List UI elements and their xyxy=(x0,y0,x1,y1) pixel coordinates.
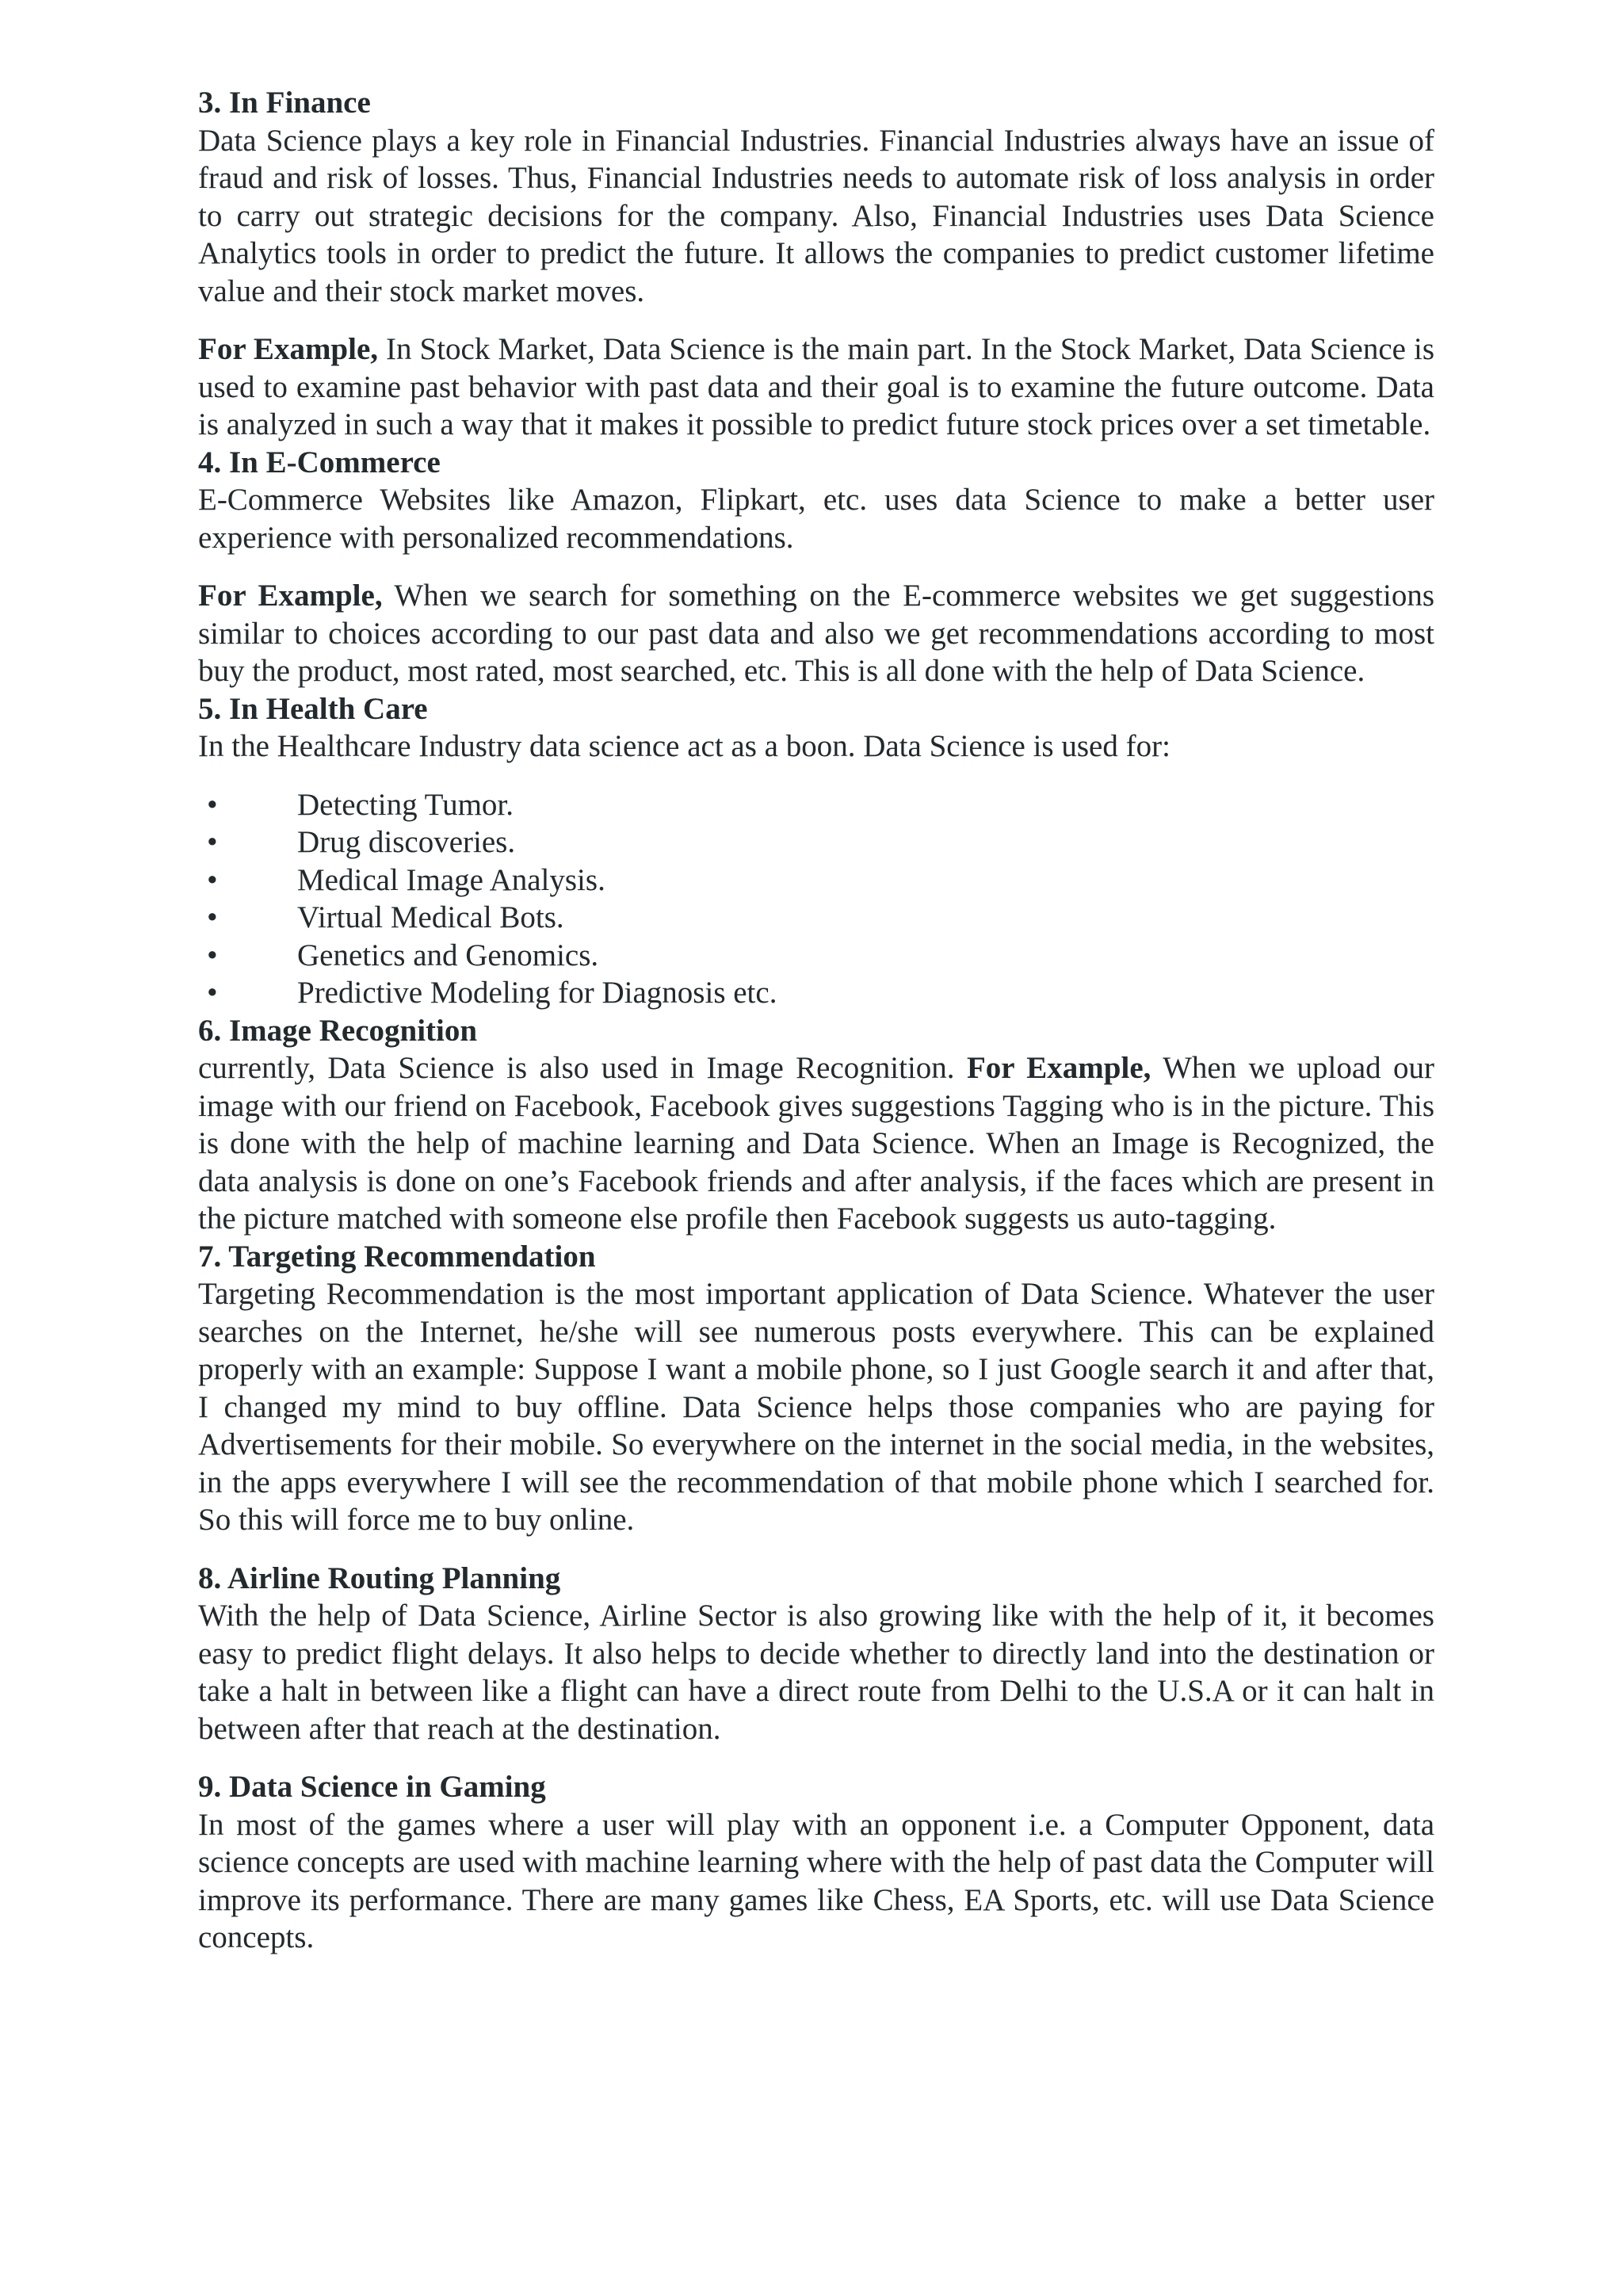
example-text: When we search for something on the E-commerce websites we get suggestions similar to choices according to our past data and also we get recommendations according to most buy the product, most rated, most searched, etc. This is all done with the help of Data Science. xyxy=(198,579,1435,688)
airline-routing-paragraph: With the help of Data Science, Airline Sector is also growing like with the help of it, it becomes easy to predict flight delays. It also helps to decide whether to directly land into the destination or take a halt in between like a flight can have a direct route from Delhi to the U.S.A or it can halt in between after that reach at the destination. xyxy=(198,1599,1434,1746)
example-text: When we upload our image with our friend on Facebook, Facebook gives suggestions Tagging who is in the picture. This is done with the help of machine learning and Data Science. When an Image is Recognized, the data analysis is done on one’s Facebook friends and after analysis, if the faces which are present in the picture matched with someone else profile then Facebook suggests us auto-tagging. xyxy=(198,1051,1435,1236)
list-item xyxy=(198,786,1434,824)
section-heading-finance: 3. In Finance xyxy=(198,86,371,120)
bullet-icon: • xyxy=(207,862,218,897)
ecommerce-paragraph: E-Commerce Websites like Amazon, Flipkart, etc. uses data Science to make a better user experience with personalized recommendations. xyxy=(198,483,1434,555)
bullet-icon: • xyxy=(207,938,218,972)
bullet-icon: • xyxy=(207,900,218,934)
list-item-text: Genetics and Genomics. xyxy=(297,938,599,972)
bullet-icon: • xyxy=(207,976,218,1010)
document-page xyxy=(198,84,1434,1957)
bullet-icon: • xyxy=(207,825,218,859)
section-heading-ecommerce: 4. In E-Commerce xyxy=(198,445,441,479)
image-recognition-paragraph xyxy=(198,1049,1434,1238)
ecommerce-example-paragraph xyxy=(198,577,1434,690)
paragraph-text: currently, Data Science is also used in Image Recognition. xyxy=(198,1051,967,1085)
finance-paragraph: Data Science plays a key role in Financial Industries. Financial Industries always have an issue of fraud and risk of losses. Thus, Financial Industries needs to automate risk of loss analysis in order to carry out strategic decisions for the company. Also, Financial Industries uses Data Science Analytics tools in order to predict the future. It allows the companies to predict customer lifetime value and their stock market moves. xyxy=(198,123,1434,308)
gaming-paragraph: In most of the games where a user will play with an opponent i.e. a Computer Opponent, data science concepts are used with machine learning where with the help of past data the Computer will improve its performance. There are many games like Chess, EA Sports, etc. will use Data Science concepts. xyxy=(198,1807,1434,1954)
finance-example-paragraph xyxy=(198,330,1434,444)
list-item xyxy=(198,937,1434,975)
list-item-text: Detecting Tumor. xyxy=(297,787,514,822)
section-heading-targeting-recommendation: 7. Targeting Recommendation xyxy=(198,1239,596,1274)
list-item xyxy=(198,974,1434,1012)
section-heading-airline-routing: 8. Airline Routing Planning xyxy=(198,1561,561,1595)
section-heading-health-care: 5. In Health Care xyxy=(198,691,428,726)
bullet-icon: • xyxy=(207,787,218,822)
example-text: In Stock Market, Data Science is the main part. In the Stock Market, Data Science is used to examine past behavior with past data and their goal is to examine the future outcome. Data is analyzed in such a way that it makes it possible to predict future stock prices over a set timetable. xyxy=(198,332,1435,441)
list-item-text: Drug discoveries. xyxy=(297,825,516,859)
example-label: For Example, xyxy=(198,332,379,366)
list-item xyxy=(198,899,1434,937)
targeting-recommendation-paragraph: Targeting Recommendation is the most important application of Data Science. Whatever the user searches on the Internet, he/she will see numerous posts everywhere. This can be explained properly with an example: Suppose I want a mobile phone, so I just Google search it and after that, I changed my mind to buy offline. Data Science helps those companies who are paying for Advertisements for their mobile. So everywhere on the internet in the social media, in the websites, in the apps everywhere I will see the recommendation of that mobile phone which I searched for. So this will force me to buy online. xyxy=(198,1277,1434,1537)
list-item xyxy=(198,861,1434,900)
section-heading-image-recognition: 6. Image Recognition xyxy=(198,1013,478,1048)
list-item-text: Predictive Modeling for Diagnosis etc. xyxy=(297,976,777,1010)
list-item xyxy=(198,823,1434,861)
section-heading-gaming: 9. Data Science in Gaming xyxy=(198,1770,546,1804)
health-care-bullet-list xyxy=(198,786,1434,1012)
example-label: For Example, xyxy=(966,1051,1151,1085)
health-care-paragraph: In the Healthcare Industry data science act as a boon. Data Science is used for: xyxy=(198,729,1170,763)
list-item-text: Medical Image Analysis. xyxy=(297,862,605,897)
example-label: For Example, xyxy=(198,579,383,613)
list-item-text: Virtual Medical Bots. xyxy=(297,900,564,934)
